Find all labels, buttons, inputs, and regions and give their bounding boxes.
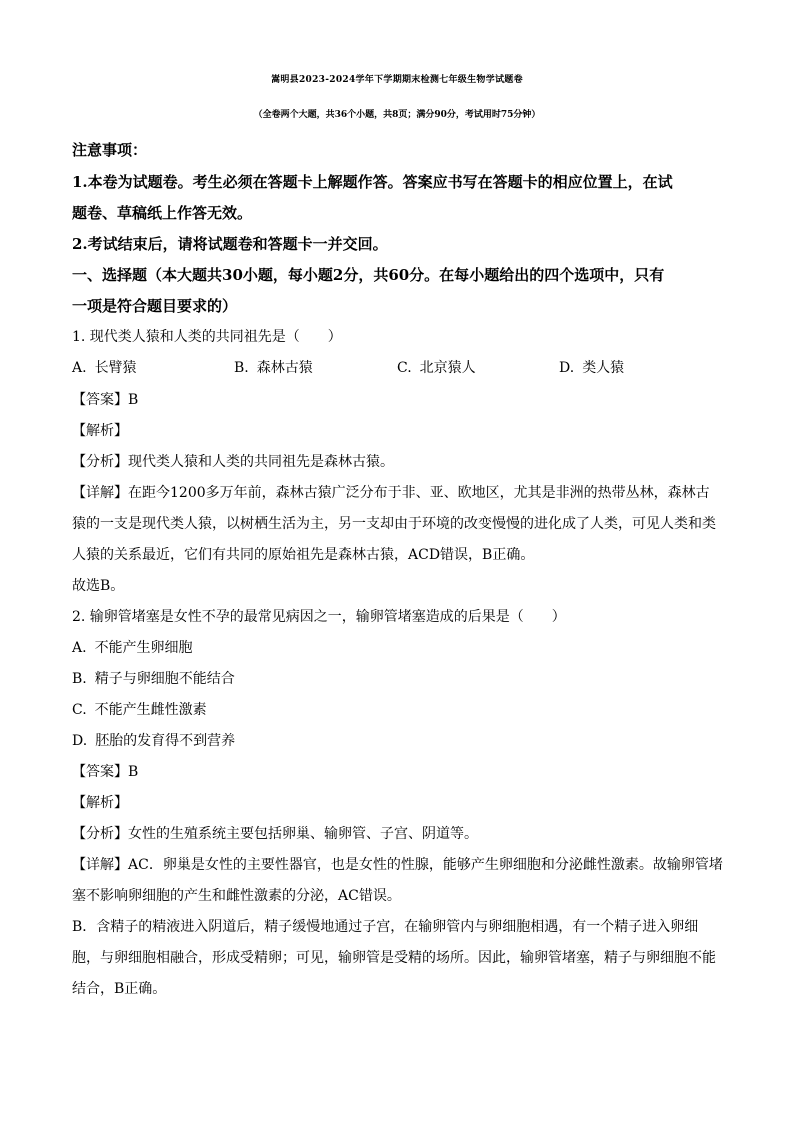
question-2-detail-line-1: 【详解】AC．卵巢是女性的主要性器官，也是女性的性腺，能够产生卵细胞和分泌雌性激素。故输卵管堵: [72, 857, 723, 873]
question-1-option-c: C. 北京猿人: [397, 360, 476, 376]
notes-item-1-line-1: 1.本卷为试题卷。考生必须在答题卡上解题作答。答案应书写在答题卡的相应位置上，在试: [72, 173, 673, 191]
question-2-detail-line-2: 塞不影响卵细胞的产生和雌性激素的分泌，AC错误。: [72, 888, 401, 904]
question-1-answer: 【答案】B: [72, 392, 139, 408]
question-1-analysis-label: 【解析】: [72, 423, 128, 439]
question-2-stem: 2. 输卵管堵塞是女性不孕的最常见病因之一，输卵管堵塞造成的后果是（ ）: [72, 609, 566, 625]
question-1-option-d: D. 类人猿: [559, 360, 625, 376]
question-1-detail-line-2: 猿的一支是现代类人猿，以树栖生活为主，另一支却由于环境的改变慢慢的进化成了人类，可见人类和类: [72, 516, 716, 532]
question-1-stem: 1. 现代类人猿和人类的共同祖先是（ ）: [72, 329, 342, 345]
question-2-fenxi: 【分析】女性的生殖系统主要包括卵巢、输卵管、子宫、阴道等。: [72, 826, 478, 842]
notes-item-2: 2.考试结束后，请将试题卷和答题卡一并交回。: [72, 235, 388, 253]
question-2-detail-line-4: 胞，与卵细胞相融合，形成受精卵；可见，输卵管是受精的场所。因此，输卵管堵塞，精子与卵细胞不能: [72, 950, 716, 966]
question-1-options: [72, 358, 732, 378]
question-2-answer: 【答案】B: [72, 764, 139, 780]
question-2-detail-line-3: B．含精子的精液进入阴道后，精子缓慢地通过子宫，在输卵管内与卵细胞相遇，有一个精子进入卵细: [72, 919, 699, 935]
section-1-heading-line-1: 一、选择题（本大题共30小题，每小题2分，共60分。在每小题给出的四个选项中，只有: [72, 266, 665, 284]
question-2-option-b: B. 精子与卵细胞不能结合: [72, 671, 235, 687]
notes-item-1-line-2: 题卷、草稿纸上作答无效。: [72, 204, 253, 222]
page-title: 嵩明县2023-2024学年下学期期末检测七年级生物学试题卷: [271, 75, 523, 85]
question-1-conclusion: 故选B。: [72, 578, 125, 594]
section-1-heading-line-2: 一项是符合题目要求的）: [72, 297, 238, 315]
question-1-detail-line-3: 人猿的关系最近，它们有共同的原始祖先是森林古猿，ACD错误，B正确。: [72, 547, 535, 563]
question-1-option-a: A. 长臂猿: [72, 360, 137, 376]
question-1-fenxi: 【分析】现代类人猿和人类的共同祖先是森林古猿。: [72, 454, 394, 470]
question-1-detail-line-1: 【详解】在距今1200多万年前，森林古猿广泛分布于非、亚、欧地区，尤其是非洲的热带丛林，森林古: [72, 485, 710, 501]
question-2-detail-line-5: 结合，B正确。: [72, 981, 167, 997]
question-2-option-c: C. 不能产生雌性激素: [72, 702, 207, 718]
question-2-analysis-label: 【解析】: [72, 795, 128, 811]
question-2-option-d: D. 胚胎的发育得不到营养: [72, 733, 236, 749]
page-subtitle: （全卷两个大题，共36个小题，共8页；满分90分，考试用时75分钟）: [253, 110, 541, 120]
notes-heading: 注意事项：: [72, 141, 148, 159]
question-1-option-b: B. 森林古猿: [234, 360, 313, 376]
question-2-option-a: A. 不能产生卵细胞: [72, 640, 193, 656]
